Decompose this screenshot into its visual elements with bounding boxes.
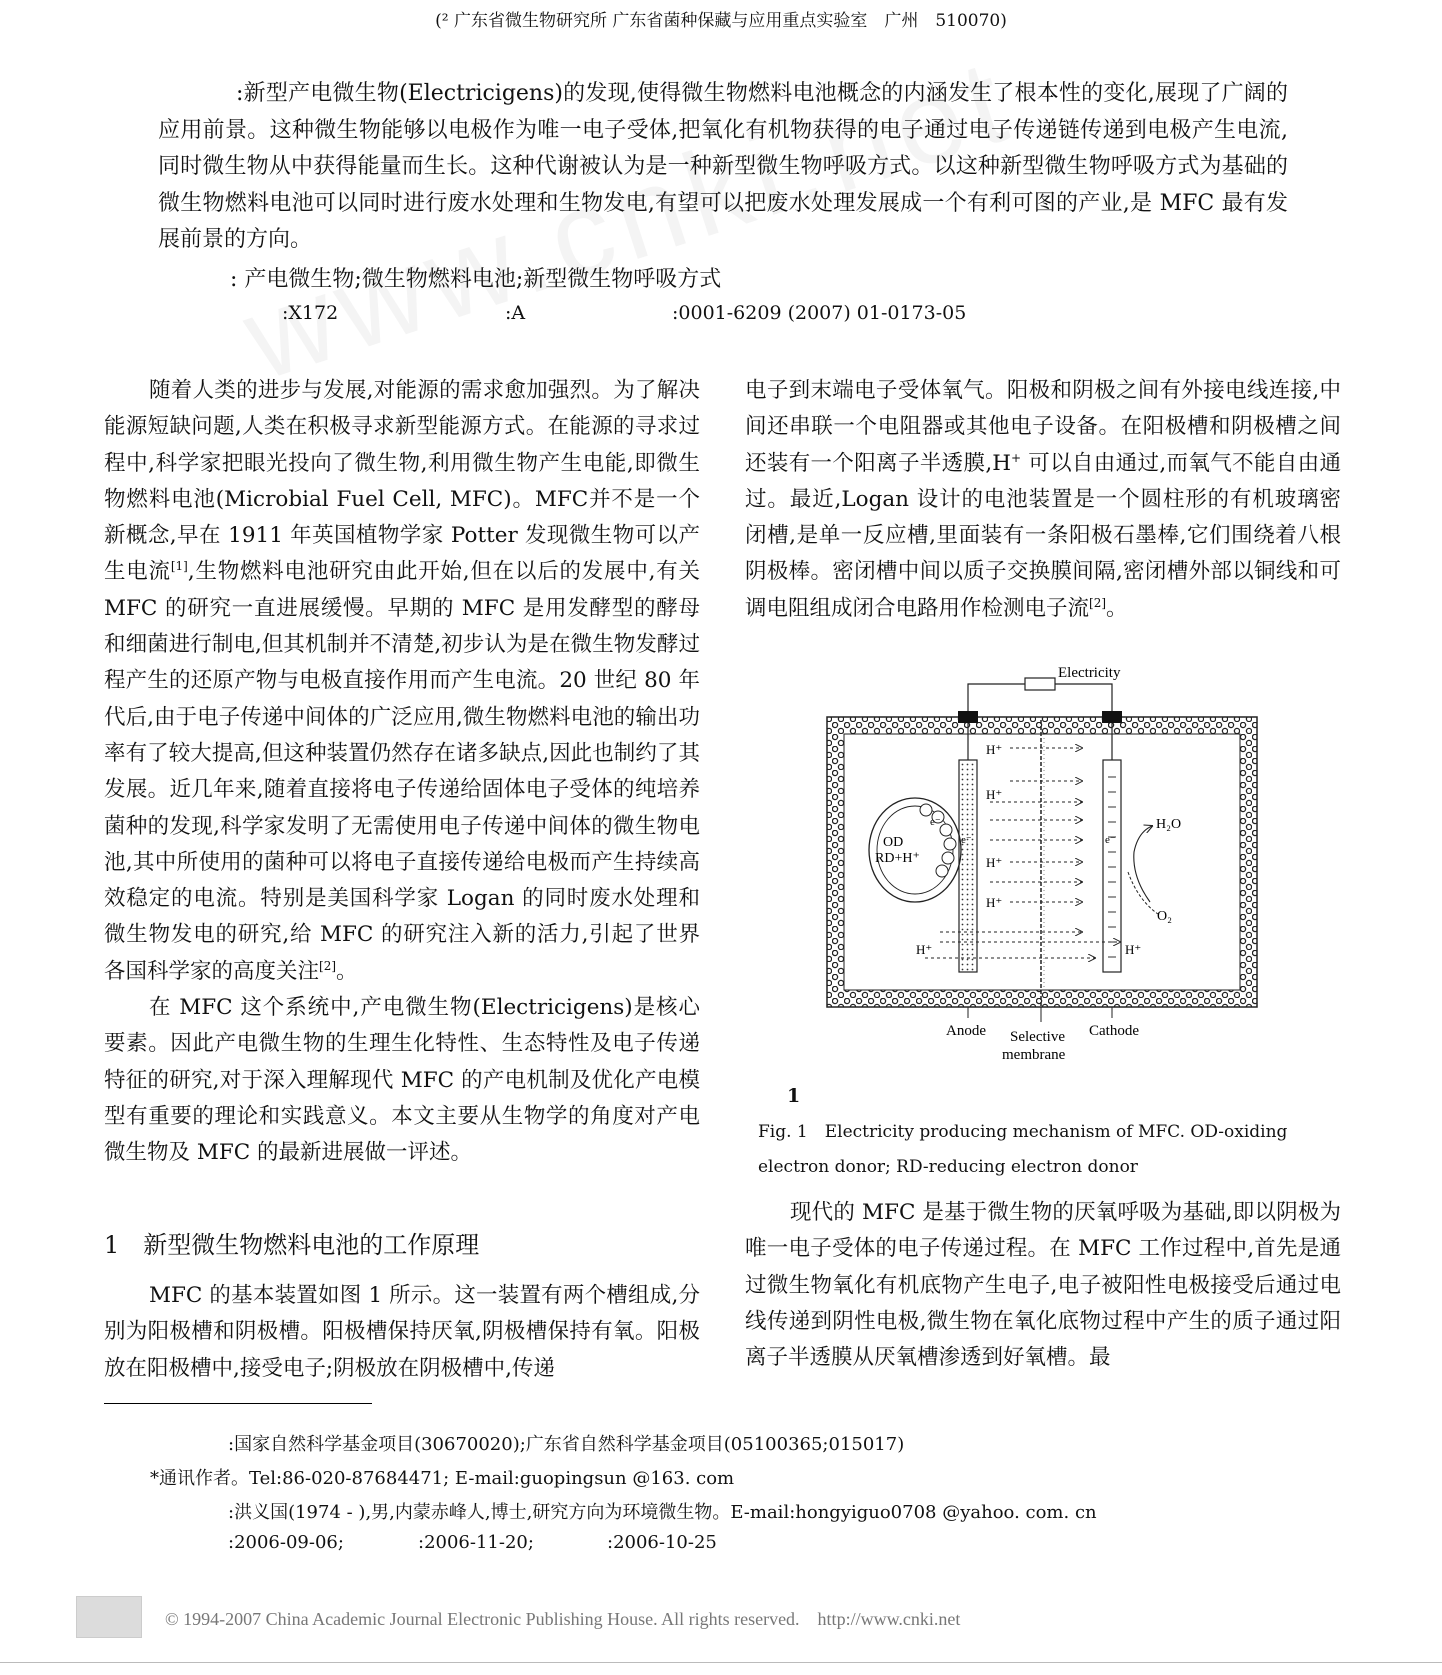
right-column-top — [745, 373, 1341, 627]
intro-text-part2: ,生物燃料电池研究由此开始,但在以后的发展中,有关 MFC 的研究一直进展缓慢。早期的 MFC 是用发酵型的酵母和细菌进行制电,但其机制并不清楚,初步认为是在微生物发酵过程产生的还原产物与电极直接作用而产生电流。20 世纪 80 年代后,由于电子传递中间体的广泛应用,微生物燃料电池的输出功率有了较大提高,但这种装置仍然存在诸多缺点,因此也制约了其发展。近几年来,随着直接将电子传递给固体电子受体的纯培养菌种的发现,科学家发明了无需使用电子传递中间体的微生物电池,其中所使用的菌种可以将电子直接传递给电极而产生持续高效稳定的电流。特别是美国科学家 Logan 的同时废水处理和微生物发电的研究,给 MFC 的研究注入新的活力,引起了世界各国科学家的高度关注 — [104, 559, 700, 984]
right-text-part1: 电子到末端电子受体氧气。阳极和阴极之间有外接电线连接,中间还串联一个电阻器或其他电子设备。在阳极槽和阴极槽之间还装有一个阳离子半透膜,H — [745, 378, 1341, 476]
classification-code: :X172 — [282, 302, 339, 324]
intro-text-part1: 随着人类的进步与发展,对能源的需求愈加强烈。为了解决能源短缺问题,人类在积极寻求新型能源方式。在能源的寻求过程中,科学家把眼光投向了微生物,利用微生物产生电能,即微生物燃料电池(Microbial Fuel Cell, MFC)。MFC并不是一个新概念,早在 1911 年英国植物学家 Potter 发现微生物可以产生电流 — [104, 378, 700, 585]
affiliation-line: (² 广东省微生物研究所 广东省菌种保藏与应用重点实验室 广州 510070) — [435, 11, 1007, 31]
article-id: :0001-6209 (2007) 01-0173-05 — [672, 302, 967, 324]
figure-caption-english: Fig. 1 Electricity producing mechanism of MFC. OD-oxiding electron donor; RD-reducing electron donor — [758, 1122, 1288, 1177]
mfc-diagram — [820, 662, 1270, 1072]
anode-terminal — [958, 711, 978, 723]
copyright-notice: © 1994-2007 China Academic Journal Electronic Publishing House. All rights reserved. http://www.cnki.net — [165, 1609, 961, 1629]
hplus-label-1: H⁺ — [986, 742, 1003, 757]
o2-label: O₂ — [1157, 909, 1172, 924]
hplus-label-2: H⁺ — [986, 787, 1003, 802]
date-accepted: :2006-10-25 — [607, 1532, 717, 1553]
intro-text-end: 。 — [336, 958, 358, 984]
hplus-label-3: H⁺ — [986, 855, 1003, 870]
corresponding-author-footnote: *通讯作者。Tel:86-020-87684471; E-mail:guopingsun @163. com — [150, 1468, 735, 1489]
citation-ref-2b[interactable]: [2] — [1089, 595, 1107, 610]
electron-label-3: e⁻ — [1105, 834, 1116, 846]
author-bio-footnote: :洪义国(1974 - ),男,内蒙赤峰人,博士,研究方向为环境微生物。E-mail:hongyiguo0708 @yahoo. com. cn — [228, 1502, 1097, 1523]
electron-label-2: e⁻ — [961, 834, 972, 846]
footnote-rule — [104, 1403, 372, 1404]
rd-label: RD+H⁺ — [875, 851, 920, 866]
right-text-end: 。 — [1106, 595, 1128, 621]
intro-paragraph — [104, 373, 700, 990]
mfc-basic-paragraph — [104, 1278, 700, 1387]
cnki-logo — [76, 1596, 142, 1638]
page-bottom-line — [0, 1662, 1442, 1663]
electron-label-1: e⁻ — [930, 816, 941, 828]
membrane-label: membrane — [1002, 1047, 1066, 1063]
citation-ref-1[interactable]: [1] — [170, 559, 188, 574]
mfc-basic-text: MFC 的基本装置如图 1 所示。这一装置有两个槽组成,分别为阳极槽和阴极槽。阳极槽保持厌氧,阴极槽保持有氧。阳极放在阳极槽中,接受电子;阴极放在阴极槽中,传递 — [104, 1283, 700, 1381]
cathode-terminal — [1102, 711, 1122, 723]
hplus-label-4: H⁺ — [986, 895, 1003, 910]
figure-number: 1 — [787, 1085, 801, 1107]
resistor — [1025, 678, 1055, 690]
right-column-bottom — [745, 1195, 1341, 1376]
section-heading: 1 新型微生物燃料电池的工作原理 — [104, 1231, 480, 1259]
abstract-paragraph: :新型产电微生物(Electricigens)的发现,使得微生物燃料电池概念的内涵发生了根本性的变化,展现了广阔的应用前景。这种微生物能够以电极作为唯一电子受体,把氧化有机物获得的电子通过电子传递链传递到电极产生电流,同时微生物从中获得能量而生长。这种代谢被认为是一种新型微生物呼吸方式。以这种新型微生物呼吸方式为基础的微生物燃料电池可以同时进行废水处理和生物发电,有望可以把废水处理发展成一个有利可图的产业,是 MFC 最有发展前景的方向。 — [158, 81, 1288, 252]
keywords-line: : 产电微生物;微生物燃料电池;新型微生物呼吸方式 — [230, 267, 722, 292]
anode-label: Anode — [946, 1023, 986, 1039]
right-paragraph-1 — [745, 373, 1341, 627]
hplus-superscript: + — [1010, 450, 1022, 465]
hplus-label-5: H⁺ — [916, 942, 933, 957]
right-text-part2: 可以自由通过,而氧气不能自由通过。最近,Logan 设计的电池装置是一个圆柱形的有机玻璃密闭槽,是单一反应槽,里面装有一条阳极石墨棒,它们围绕着八根阴极棒。密闭槽中间以质子交换膜间隔,密闭槽外部以铜线和可调电阻组成闭合电路用作检测电子流 — [745, 450, 1341, 621]
electricity-label: Electricity — [1058, 665, 1121, 681]
anode-electrode — [959, 760, 977, 972]
date-received: :2006-09-06; — [228, 1532, 344, 1553]
citation-ref-2[interactable]: [2] — [319, 958, 337, 973]
left-column — [104, 373, 700, 1172]
electricigens-paragraph: 在 MFC 这个系统中,产电微生物(Electricigens)是核心要素。因此产电微生物的生理生化特性、生态特性及电子传递特征的研究,对于深入理解现代 MFC 的产电机制及优化产电模型有重要的理论和实践意义。本文主要从生物学的角度对产电微生物及 MFC 的最新进展做一评述。 — [104, 995, 700, 1166]
h2o-label: H₂O — [1156, 817, 1182, 832]
hplus-label-6: H⁺ — [1125, 942, 1142, 957]
date-revised: :2006-11-20; — [418, 1532, 534, 1553]
document-code: :A — [505, 302, 526, 324]
cathode-label: Cathode — [1089, 1023, 1139, 1039]
selective-label: Selective — [1010, 1029, 1065, 1045]
funding-footnote: :国家自然科学基金项目(30670020);广东省自然科学基金项目(05100365;015017) — [228, 1434, 905, 1455]
od-label: OD — [883, 835, 904, 850]
right-paragraph-2: 现代的 MFC 是基于微生物的厌氧呼吸为基础,即以阴极为唯一电子受体的电子传递过程。在 MFC 工作过程中,首先是通过微生物氧化有机底物产生电子,电子被阳性电极接受后通过电线传递到阴性电极,微生物在氧化底物过程中产生的质子通过阳离子半透膜从厌氧槽渗透到好氧槽。最 — [745, 1200, 1341, 1371]
